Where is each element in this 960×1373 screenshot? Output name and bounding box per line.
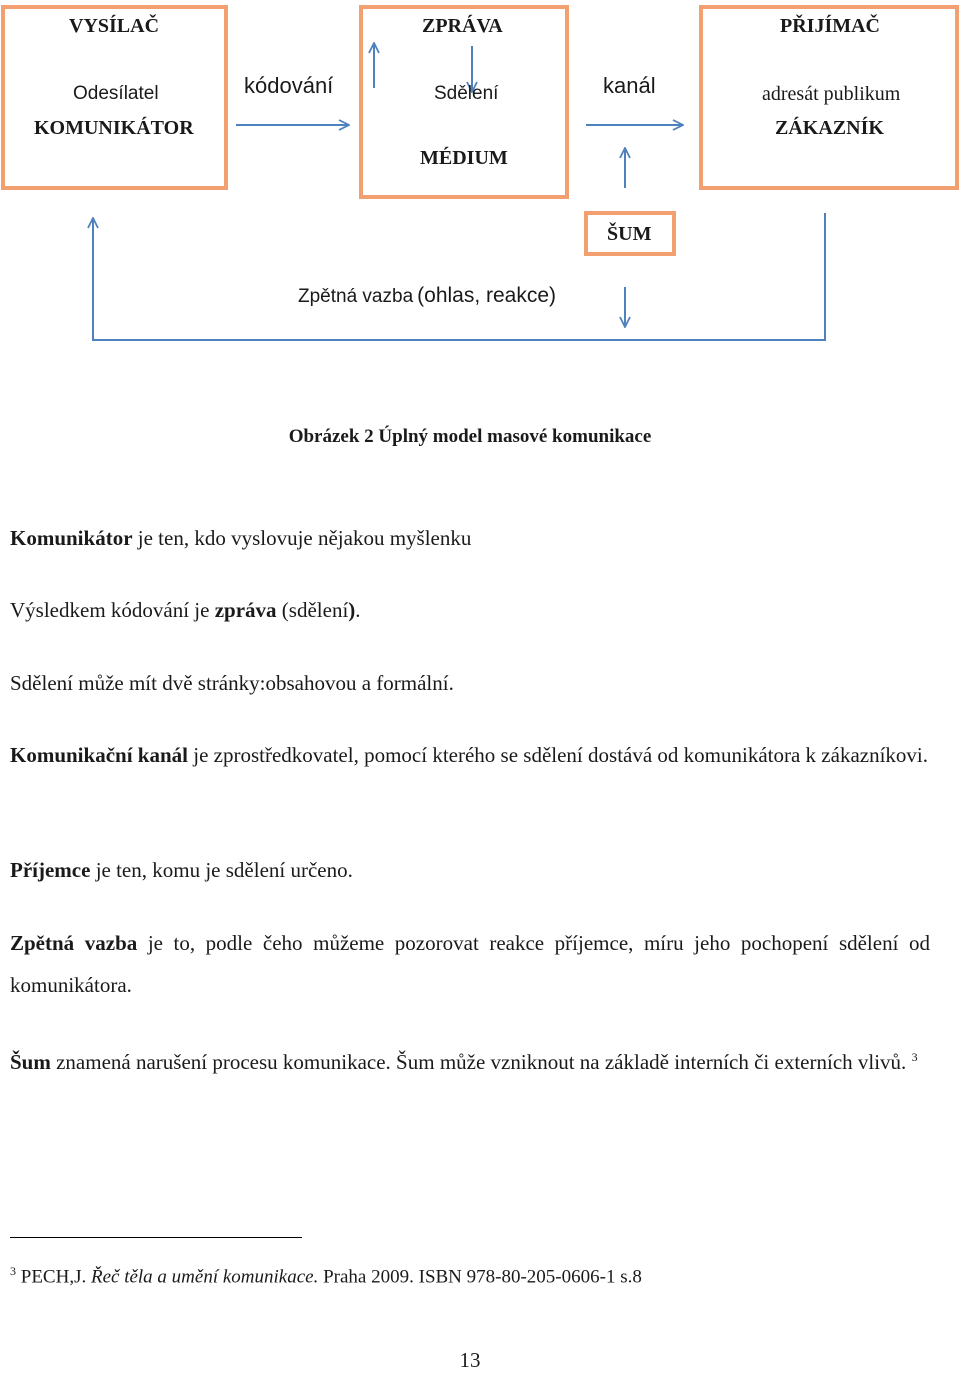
- receiver-title: PŘIJÍMAČ: [780, 15, 880, 37]
- sender-title: VYSÍLAČ: [69, 15, 160, 37]
- term-message: zpráva: [214, 598, 277, 622]
- encoding-label: kódování: [244, 73, 334, 98]
- paragraph-text: Výsledkem kódování je: [10, 598, 215, 622]
- footnote-author: PECH,J.: [16, 1266, 91, 1288]
- paragraph-text: je to, podle čeho můžeme pozorovat reakce příjemce, míru jeho pochopení sdělení od komunikátora.: [10, 931, 930, 997]
- figure-caption: Obrázek 2 Úplný model masové komunikace: [288, 426, 652, 447]
- term-receiver: Příjemce: [10, 858, 91, 882]
- footnote-separator: [10, 1237, 302, 1238]
- footnote-title: Řeč těla a umění komunikace.: [90, 1266, 319, 1288]
- paragraph-text: je zprostředkovatel, pomocí kterého se sdělení dostává od komunikátora k zákazníkovi.: [187, 743, 929, 767]
- paragraph-channel: [10, 734, 930, 776]
- term-noise: Šum: [10, 1050, 51, 1074]
- closing-paren: ): [348, 598, 356, 622]
- paragraph-text: je ten, kdo vyslovuje nějakou myšlenku: [132, 526, 472, 550]
- footnote-number: 3: [10, 1264, 16, 1278]
- message-title: ZPRÁVA: [422, 15, 503, 37]
- footnote: [10, 1264, 642, 1288]
- sender-line1: Odesílatel: [73, 83, 159, 104]
- communication-model-diagram: [0, 0, 960, 350]
- feedback-label-main: Zpětná vazba: [298, 286, 414, 307]
- paragraph-text: je ten, komu je sdělení určeno.: [90, 858, 353, 882]
- feedback-label-detail: (ohlas, reakce): [417, 284, 557, 307]
- footnote-reference[interactable]: 3: [911, 1050, 918, 1064]
- noise-label: ŠUM: [607, 223, 652, 245]
- channel-label: kanál: [603, 73, 656, 98]
- paragraph-noise: [10, 1036, 930, 1083]
- sender-line2: KOMUNIKÁTOR: [34, 117, 194, 139]
- paragraph-feedback: [10, 922, 930, 1006]
- paragraph-communicator: [10, 517, 930, 559]
- message-line2: MÉDIUM: [420, 147, 508, 169]
- message-line1: Sdělení: [434, 83, 499, 104]
- footnote-rest: Praha 2009. ISBN 978-80-205-0606-1 s.8: [318, 1266, 642, 1288]
- term-feedback: Zpětná vazba: [10, 931, 138, 955]
- paragraph-message: [10, 589, 930, 631]
- receiver-line1: adresát publikum: [762, 83, 901, 105]
- page-number: 13: [459, 1348, 481, 1372]
- term-communicator: Komunikátor: [10, 526, 133, 550]
- term-channel: Komunikační kanál: [10, 743, 188, 767]
- paragraph-text: (sdělení: [276, 598, 349, 622]
- paragraph-text: Sdělení může mít dvě stránky:obsahovou a formální.: [10, 671, 454, 695]
- paragraph-text: .: [355, 598, 361, 622]
- feedback-loop-line: [93, 213, 825, 340]
- feedback-label: [298, 284, 556, 308]
- receiver-line2: ZÁKAZNÍK: [775, 117, 884, 139]
- paragraph-message-sides: [10, 662, 930, 704]
- paragraph-text: znamená narušení procesu komunikace. Šum může vzniknout na základě interních či externích vlivů.: [50, 1050, 912, 1074]
- paragraph-receiver: [10, 849, 930, 891]
